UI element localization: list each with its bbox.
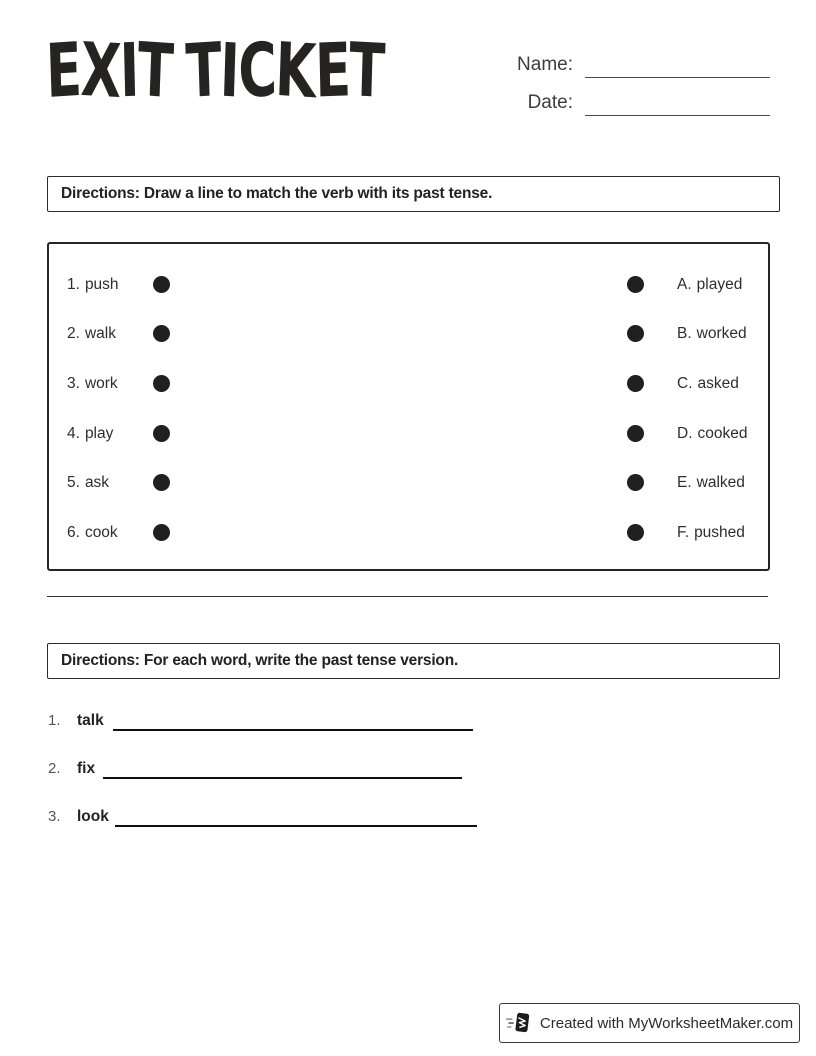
match-item-letter: E. <box>677 474 692 491</box>
match-right-dot <box>627 276 644 293</box>
name-blank-line <box>585 51 770 78</box>
match-item-word: walk <box>84 325 116 342</box>
match-item-letter: B. <box>677 325 692 342</box>
match-right-label <box>677 372 739 396</box>
credit-box <box>499 1003 800 1043</box>
match-right-dot <box>627 524 644 541</box>
match-item-letter: D. <box>677 425 693 442</box>
match-item-word: asked <box>697 375 739 392</box>
match-right-dot <box>627 375 644 392</box>
match-item-word: work <box>84 375 118 392</box>
match-item-letter: A. <box>677 276 692 293</box>
matching-directions-box <box>47 176 780 212</box>
credit-text: Created with MyWorksheetMaker.com <box>539 1014 794 1032</box>
match-right-dot <box>627 325 644 342</box>
match-item-word: cooked <box>697 425 748 442</box>
myworksheetmaker-logo-icon <box>506 1010 532 1036</box>
match-item-letter: C. <box>677 375 693 392</box>
writing-item-number: 1. <box>48 712 61 729</box>
match-left-dot <box>153 425 170 442</box>
match-item-word: play <box>84 425 114 442</box>
date-blank-line <box>585 89 770 116</box>
answer-blank-line <box>103 777 462 779</box>
writing-item-word: look <box>77 808 109 825</box>
name-label: Name: <box>517 54 573 75</box>
match-left-dot <box>153 325 170 342</box>
match-item-number: 5. <box>67 474 80 491</box>
match-row <box>49 372 768 396</box>
match-left-dot <box>153 474 170 491</box>
match-row <box>49 273 768 297</box>
match-item-word: played <box>696 276 743 293</box>
match-left-label <box>67 372 118 396</box>
answer-blank-line <box>115 825 477 827</box>
writing-directions-text: Directions: For each word, write the past tense version. <box>61 652 459 669</box>
match-item-number: 4. <box>67 425 80 442</box>
header-fields <box>480 50 770 126</box>
match-item-number: 1. <box>67 276 80 293</box>
answer-blank-line <box>113 729 473 731</box>
writing-item-number: 2. <box>48 760 61 777</box>
match-left-dot <box>153 375 170 392</box>
match-left-label <box>67 322 116 346</box>
match-item-number: 6. <box>67 524 80 541</box>
match-item-number: 2. <box>67 325 80 342</box>
worksheet-title: EXIT TICKET <box>44 26 385 116</box>
match-right-label <box>677 273 742 297</box>
match-row <box>49 422 768 446</box>
writing-item-word: talk <box>77 712 104 729</box>
match-item-letter: F. <box>677 524 690 541</box>
match-left-label <box>67 422 113 446</box>
match-right-label <box>677 422 747 446</box>
writing-item-word: fix <box>77 760 96 777</box>
match-item-word: ask <box>84 474 110 491</box>
section-divider <box>47 596 768 597</box>
match-right-dot <box>627 474 644 491</box>
date-field <box>480 88 770 116</box>
match-left-label <box>67 273 119 297</box>
match-right-dot <box>627 425 644 442</box>
match-right-label <box>677 322 747 346</box>
match-row <box>49 322 768 346</box>
match-left-label <box>67 471 109 495</box>
match-row <box>49 471 768 495</box>
match-left-dot <box>153 524 170 541</box>
matching-box <box>47 242 770 571</box>
match-item-word: worked <box>696 325 747 342</box>
match-item-word: cook <box>84 524 118 541</box>
match-item-word: walked <box>696 474 745 491</box>
matching-directions-text: Directions: Draw a line to match the verb with its past tense. <box>61 185 493 202</box>
match-item-word: pushed <box>694 524 745 541</box>
match-left-dot <box>153 276 170 293</box>
name-field <box>480 50 770 78</box>
match-item-word: push <box>84 276 119 293</box>
match-row <box>49 521 768 545</box>
match-left-label <box>67 521 118 545</box>
date-label: Date: <box>527 92 573 113</box>
writing-item-number: 3. <box>48 808 61 825</box>
writing-directions-box <box>47 643 780 679</box>
match-right-label <box>677 471 745 495</box>
match-item-number: 3. <box>67 375 80 392</box>
match-right-label <box>677 521 745 545</box>
